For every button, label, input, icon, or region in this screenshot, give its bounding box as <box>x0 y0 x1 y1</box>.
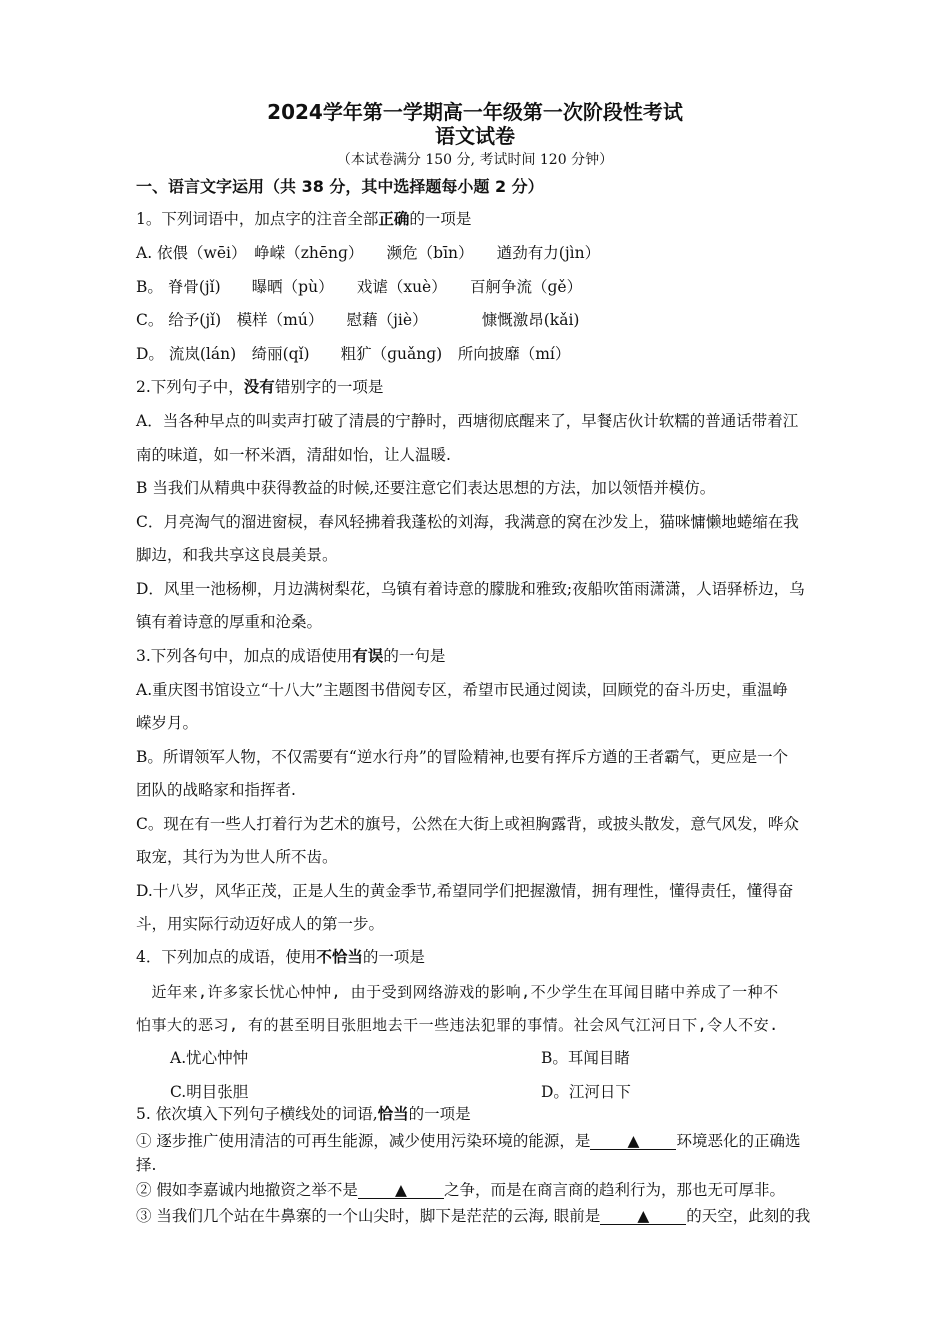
q4-passage-line2: 怕事大的恶习, 有的甚至明目张胆地去干一些违法犯罪的事情。社会风气江河日下,令人不安. <box>136 1016 779 1034</box>
q2-option-c-line1: C．月亮淘气的溜进窗棂，春风轻拂着我蓬松的刘海，我满意的窝在沙发上，猫咪慵懒地蜷缩在我 <box>136 513 799 531</box>
section-heading: 一、语言文字运用（共 38 分，其中选择题每小题 2 分） <box>136 177 544 196</box>
q5-s1-pre: ① 逐步推广使用清洁的可再生能源，减少使用污染环境的能源，是 <box>136 1132 591 1150</box>
q5-sentence-2 <box>136 1180 860 1200</box>
q4-stem-post: 的一项是 <box>362 948 425 966</box>
q5-sentence-1-cont: 择. <box>136 1156 157 1174</box>
q5-sentence-3 <box>136 1206 860 1226</box>
q1-stem <box>136 209 860 229</box>
q3-option-a-line1: A.重庆图书馆设立“十八大”主题图书借阅专区，希望市民通过阅读，回顾党的奋斗历史，重温峥 <box>136 681 788 699</box>
q3-option-c-line2: 取宠，其行为为世人所不齿。 <box>136 848 338 866</box>
q4-stem <box>136 947 860 967</box>
q1-stem-post: 的一项是 <box>409 210 472 228</box>
q2-option-c-line2: 脚边，和我共享这良晨美景。 <box>136 546 338 564</box>
q3-option-a-line2: 嵘岁月。 <box>136 714 199 732</box>
q5-s3-pre: ③ 当我们几个站在牛鼻寨的一个山尖时，脚下是茫茫的云海, 眼前是 <box>136 1207 601 1225</box>
q4-stem-key: 不恰当 <box>316 947 363 966</box>
q4-passage-line1: 近年来,许多家长忧心忡忡, 由于受到网络游戏的影响,不少学生在耳闻目睹中养成了一种不 <box>136 983 779 1001</box>
q4-option-c: C.明目张胆 <box>170 1083 249 1101</box>
q3-stem-post: 的一句是 <box>383 647 446 665</box>
q5-blank-3: ▲ <box>600 1208 686 1225</box>
exam-subject: 语文试卷 <box>435 124 515 148</box>
q5-blank-2: ▲ <box>358 1182 444 1199</box>
q3-option-b-line1: B。所谓领军人物，不仅需要有“逆水行舟”的冒险精神,也要有挥斥方遒的王者霸气，更应是一个 <box>136 748 789 766</box>
exam-note: （本试卷满分 150 分, 考试时间 120 分钟） <box>336 152 614 168</box>
q5-s1-post: 环境恶化的正确选 <box>676 1132 801 1150</box>
q3-option-d-line2: 斗，用实际行动迈好成人的第一步。 <box>136 915 385 933</box>
q2-option-a-line1: A．当各种早点的叫卖声打破了清晨的宁静时，西塘彻底醒来了，早餐店伙计软糯的普通话带着江 <box>136 412 799 430</box>
q5-sentence-1 <box>136 1131 860 1151</box>
q4-option-d: D。江河日下 <box>541 1083 631 1101</box>
q3-option-c-line1: C。现在有一些人打着行为艺术的旗号，公然在大街上或袒胸露背，或披头散发，意气风发，哗众 <box>136 815 799 833</box>
exam-title: 2024学年第一学期高一年级第一次阶段性考试 <box>267 100 683 124</box>
q3-stem-pre: 3.下列各句中，加点的成语使用 <box>136 647 353 665</box>
q3-stem <box>136 646 860 666</box>
q2-option-d-line2: 镇有着诗意的厚重和沧桑。 <box>136 613 323 631</box>
q5-stem <box>136 1104 860 1124</box>
q1-option-d: D。 流岚(lán) 绮丽(qǐ) 粗犷（ɡuǎnɡ) 所向披靡（mí） <box>136 345 571 363</box>
q1-stem-pre: 1。下列词语中，加点字的注音全部 <box>136 210 379 228</box>
q3-option-b-line2: 团队的战略家和指挥者. <box>136 781 296 799</box>
q5-stem-pre: 5. 依次填入下列句子横线处的词语, <box>136 1105 378 1123</box>
q2-option-b: B 当我们从精典中获得教益的时候,还要注意它们表达思想的方法，加以领悟并模仿。 <box>136 479 716 497</box>
q5-s2-pre: ② 假如李嘉诚内地撤资之举不是 <box>136 1181 358 1199</box>
q2-stem-post: 错别字的一项是 <box>274 378 384 396</box>
q3-option-d-line1: D.十八岁，风华正茂，正是人生的黄金季节,希望同学们把握激情，拥有理性，懂得责任，懂得奋 <box>136 882 794 900</box>
q5-stem-key: 恰当 <box>377 1104 409 1123</box>
q4-option-a: A.忧心忡忡 <box>170 1049 249 1067</box>
q5-s2-post: 之争，而是在商言商的趋利行为，那也无可厚非。 <box>443 1181 785 1199</box>
q2-option-d-line1: D．风里一池杨柳，月边满树梨花，乌镇有着诗意的朦胧和雅致;夜船吹笛雨潇潇，人语驿桥边，乌 <box>136 580 805 598</box>
q2-stem-key: 没有 <box>243 377 275 396</box>
q1-stem-key: 正确 <box>378 209 410 228</box>
q2-option-a-line2: 南的味道，如一杯米酒，清甜如怡，让人温暖. <box>136 446 451 464</box>
q5-blank-1: ▲ <box>590 1133 676 1150</box>
q2-stem-pre: 2.下列句子中， <box>136 378 244 396</box>
q4-stem-pre: 4．下列加点的成语，使用 <box>136 948 317 966</box>
q5-s3-post: 的天空，此刻的我 <box>686 1207 811 1225</box>
q2-stem <box>136 377 860 397</box>
q1-option-b: B。 脊骨(jǐ) 曝晒（pù） 戏谑（xuè） 百舸争流（ɡě） <box>136 278 583 296</box>
q3-stem-key: 有误 <box>352 646 384 665</box>
q1-option-a: A. 依偎（wēi） 峥嵘（zhēnɡ） 濒危（bīn） 遒劲有力(jìn） <box>136 244 601 262</box>
q5-stem-post: 的一项是 <box>408 1105 471 1123</box>
q1-option-c: C。 给予(jǐ) 模样（mú） 慰藉（jiè） 慷慨激昂(kǎi) <box>136 311 580 329</box>
q4-option-b: B。耳闻目睹 <box>541 1049 630 1067</box>
